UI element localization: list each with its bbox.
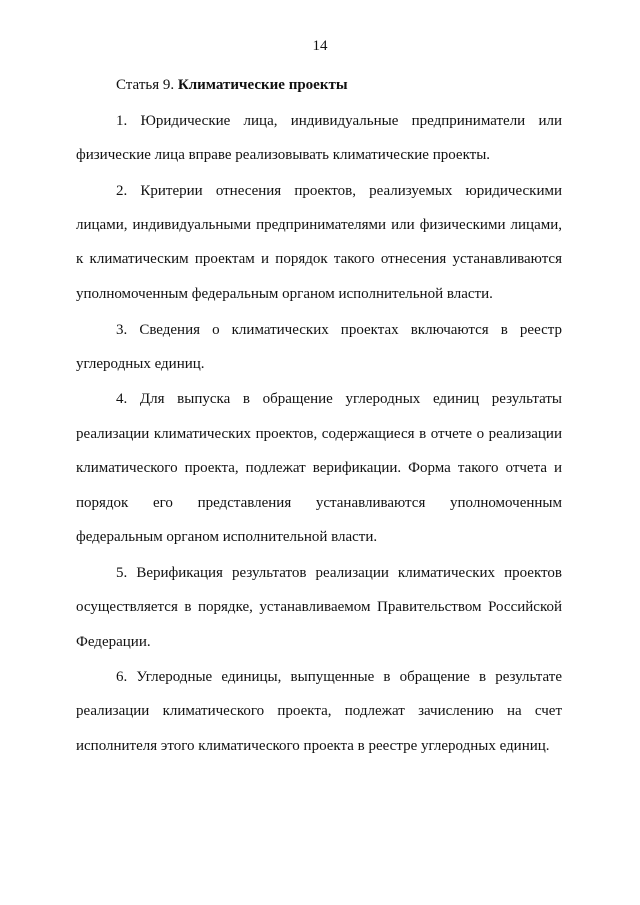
- paragraph-5-line-1: 5. Верификация результатов реализации климатических проектов: [116, 565, 562, 581]
- paragraph-4-line-5: федеральным органом исполнительной власти.: [76, 529, 378, 545]
- paragraph-3-line-1: 3. Сведения о климатических проектах включаются в реестр: [116, 322, 562, 338]
- paragraph-4-line-3: климатического проекта, подлежат верификации. Форма такого отчета и: [76, 460, 562, 476]
- paragraph-4-line-4: порядок его представления устанавливаются уполномоченным: [76, 495, 562, 511]
- article-prefix: Статья 9.: [116, 77, 175, 93]
- paragraph-4-line-1: 4. Для выпуска в обращение углеродных единиц результаты: [116, 391, 562, 407]
- paragraph-2-line-2: лицами, индивидуальными предпринимателями или физическими лицами,: [76, 217, 562, 233]
- paragraph-4-line-2: реализации климатических проектов, содержащиеся в отчете о реализации: [76, 426, 562, 442]
- paragraph-6-line-2: реализации климатического проекта, подлежат зачислению на счет: [76, 703, 562, 719]
- paragraph-6-line-3: исполнителя этого климатического проекта в реестре углеродных единиц.: [76, 738, 550, 754]
- article-title: Климатические проекты: [177, 77, 348, 93]
- paragraph-2-line-1: 2. Критерии отнесения проектов, реализуемых юридическими: [116, 183, 562, 199]
- paragraph-5-line-2: осуществляется в порядке, устанавливаемом Правительством Российской: [76, 599, 562, 615]
- paragraph-3-line-2: углеродных единиц.: [76, 356, 205, 372]
- paragraph-2-line-4: уполномоченным федеральным органом исполнительной власти.: [76, 286, 493, 302]
- paragraph-2-line-3: к климатическим проектам и порядок такого отнесения устанавливаются: [76, 251, 562, 267]
- paragraph-1-line-1: 1. Юридические лица, индивидуальные предприниматели или: [116, 113, 562, 129]
- paragraph-1-line-2: физические лица вправе реализовывать климатические проекты.: [76, 147, 491, 163]
- paragraph-5-line-3: Федерации.: [76, 634, 151, 650]
- paragraph-6-line-1: 6. Углеродные единицы, выпущенные в обращение в результате: [116, 669, 562, 685]
- article-heading: [116, 77, 348, 94]
- page-number: 14: [312, 38, 328, 54]
